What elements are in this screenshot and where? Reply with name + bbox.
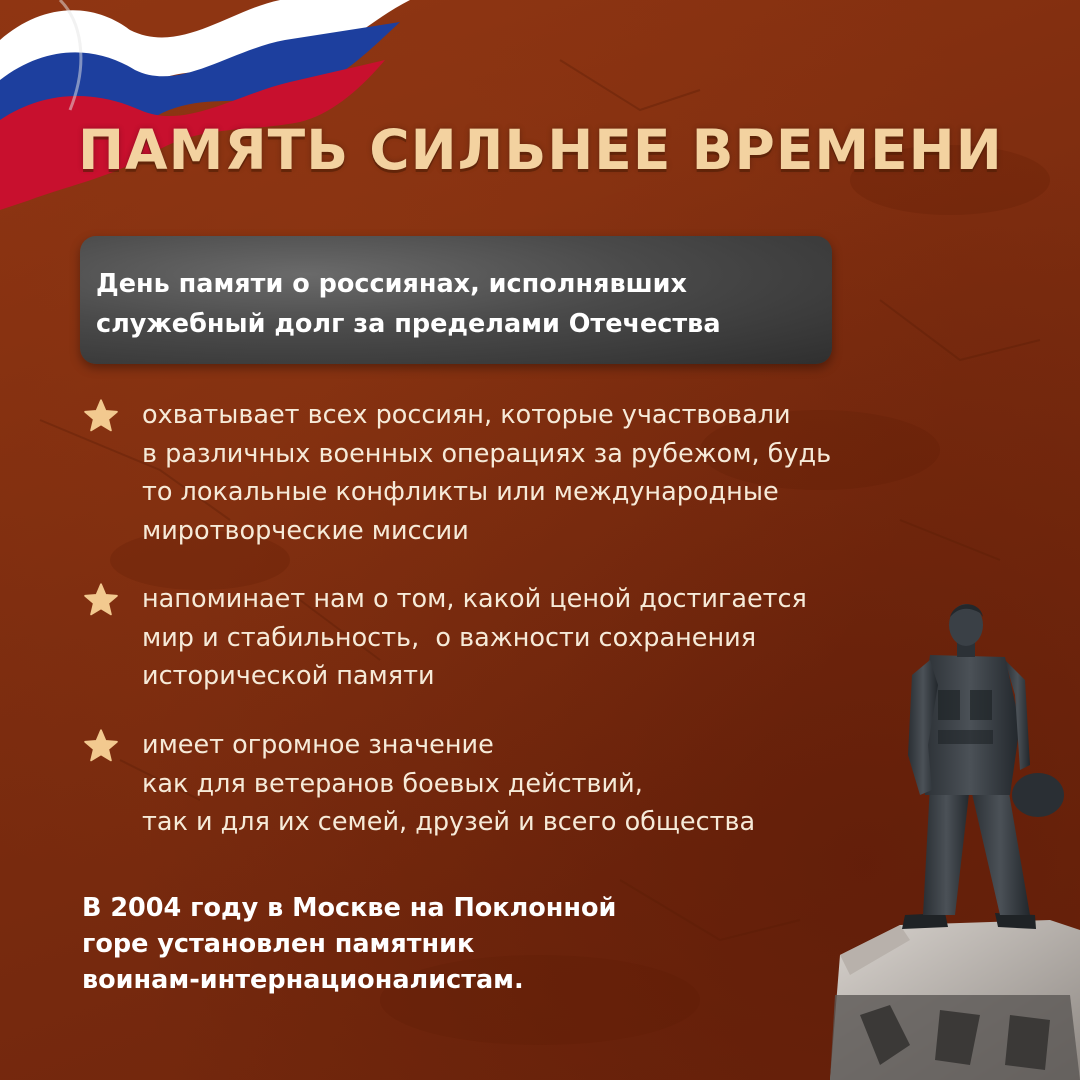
star-icon [82, 398, 120, 434]
star-icon [82, 582, 120, 618]
banner-line: служебный долг за пределами Отечества [96, 309, 721, 339]
closing-line: воинам-интернационалистам. [82, 965, 524, 995]
page-title: ПАМЯТЬ СИЛЬНЕЕ ВРЕМЕНИ [78, 118, 1003, 182]
closing-note [82, 890, 742, 998]
star-icon [82, 728, 120, 764]
list-item-line: как для ветеранов боевых действий, [142, 768, 643, 799]
list-item-line: так и для их семей, друзей и всего общества [142, 807, 756, 837]
banner-text [96, 264, 821, 344]
list-item-line: охватывает всех россиян, которые участвовали [142, 400, 791, 430]
list-item-line: напоминает нам о том, какой ценой достигается [142, 584, 807, 614]
list-item-line: имеет огромное значение [142, 730, 494, 760]
banner-line: День памяти о россиянах, исполнявших [96, 269, 687, 299]
closing-line: В 2004 году в Москве на Поклонной [82, 893, 617, 923]
list-item-line: миротворческие миссии [142, 515, 469, 546]
list-item-text [142, 396, 1022, 550]
list-item-line: мир и стабильность, о важности сохранения [142, 622, 757, 653]
closing-line: горе установлен памятник [82, 929, 475, 959]
list-item-line: то локальные конфликты или международные [142, 477, 779, 507]
headline-banner [80, 236, 832, 364]
list-item-line: в различных военных операциях за рубежом, будь [142, 438, 832, 469]
soldier-monument-image [820, 595, 1080, 1080]
list-item-line: исторической памяти [142, 661, 435, 691]
